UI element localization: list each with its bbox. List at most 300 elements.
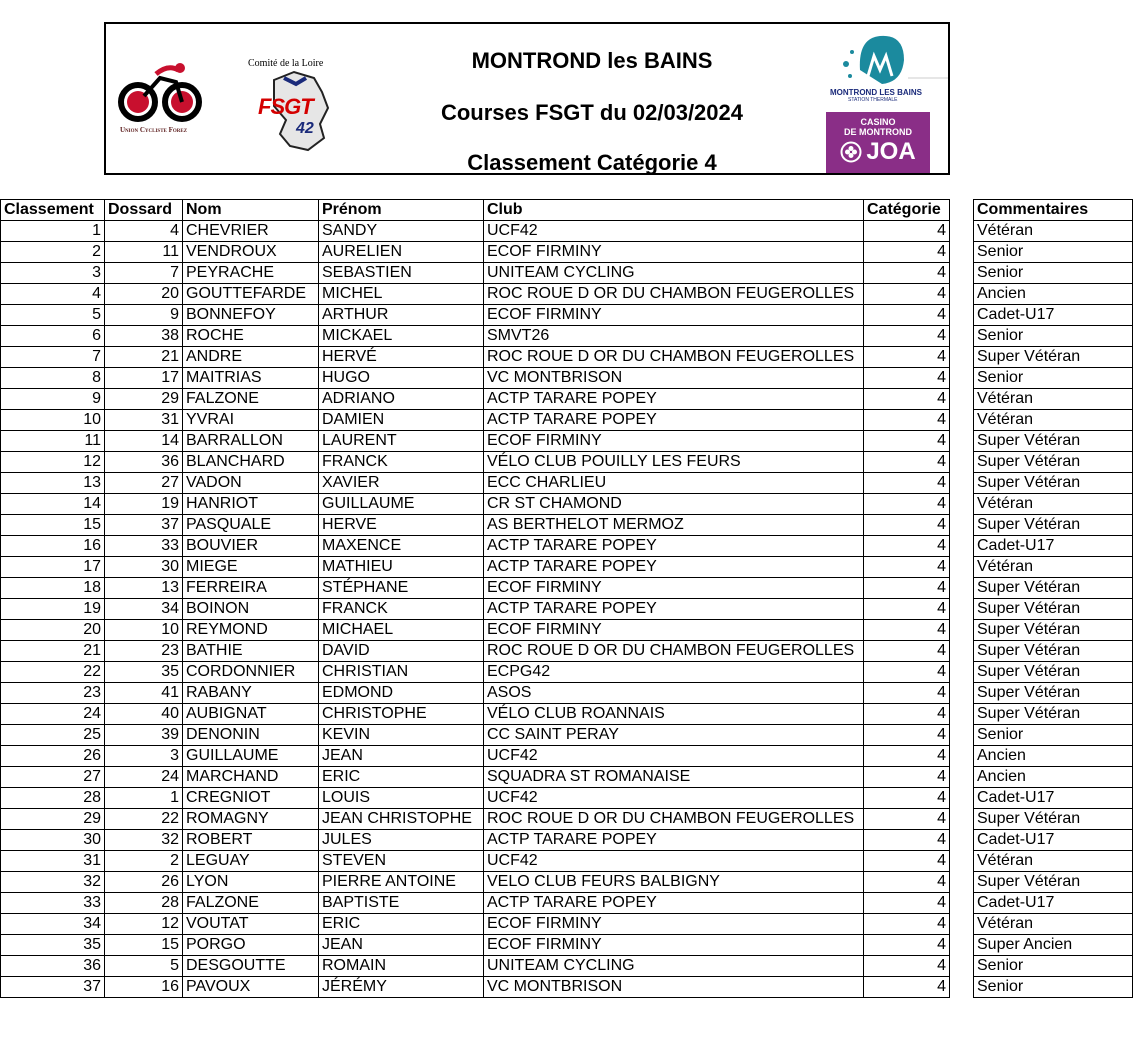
comment-row: [974, 977, 1133, 998]
cell-classement: 6: [1, 326, 105, 347]
comment-row: [974, 221, 1133, 242]
cell-nom: PEYRACHE: [183, 263, 319, 284]
table-row: [1, 662, 950, 683]
cell-dossard: 31: [105, 410, 183, 431]
table-row: [1, 725, 950, 746]
cell-club: UCF42: [484, 788, 864, 809]
cell-club: ACTP TARARE POPEY: [484, 557, 864, 578]
cell-classement: 35: [1, 935, 105, 956]
cell-prenom: FRANCK: [319, 452, 484, 473]
cell-prenom: JÉRÉMY: [319, 977, 484, 998]
cell-commentaire: Super Vétéran: [974, 515, 1133, 536]
montrond-emblem-icon: [828, 30, 948, 90]
cell-dossard: 29: [105, 389, 183, 410]
col-header-dossard: Dossard: [105, 200, 183, 221]
cell-nom: ROBERT: [183, 830, 319, 851]
cell-club: VC MONTBRISON: [484, 977, 864, 998]
cell-prenom: STEVEN: [319, 851, 484, 872]
comments-table: [973, 199, 1133, 998]
cell-dossard: 11: [105, 242, 183, 263]
cell-categorie: 4: [864, 767, 950, 788]
cell-classement: 5: [1, 305, 105, 326]
cell-club: ACTP TARARE POPEY: [484, 389, 864, 410]
table-row: [1, 893, 950, 914]
comment-row: [974, 326, 1133, 347]
cell-classement: 20: [1, 620, 105, 641]
cell-prenom: XAVIER: [319, 473, 484, 494]
cell-club: ECOF FIRMINY: [484, 242, 864, 263]
cell-categorie: 4: [864, 872, 950, 893]
cell-categorie: 4: [864, 704, 950, 725]
table-row: [1, 767, 950, 788]
cell-classement: 9: [1, 389, 105, 410]
category-heading: Classement Catégorie 4: [467, 150, 717, 175]
cell-club: ECPG42: [484, 662, 864, 683]
comment-row: [974, 872, 1133, 893]
fsgt-logo-main: FSGT: [258, 94, 313, 119]
cell-dossard: 15: [105, 935, 183, 956]
cell-club: ECOF FIRMINY: [484, 620, 864, 641]
cell-categorie: 4: [864, 242, 950, 263]
comment-row: [974, 389, 1133, 410]
cell-commentaire: Super Vétéran: [974, 347, 1133, 368]
cell-classement: 2: [1, 242, 105, 263]
comment-row: [974, 914, 1133, 935]
cell-nom: RABANY: [183, 683, 319, 704]
cell-nom: CREGNIOT: [183, 788, 319, 809]
cell-commentaire: Senior: [974, 326, 1133, 347]
cell-prenom: AURELIEN: [319, 242, 484, 263]
cell-categorie: 4: [864, 641, 950, 662]
table-row: [1, 641, 950, 662]
cell-classement: 18: [1, 578, 105, 599]
cell-dossard: 4: [105, 221, 183, 242]
cell-club: ECOF FIRMINY: [484, 935, 864, 956]
comment-row: [974, 683, 1133, 704]
comment-row: [974, 599, 1133, 620]
cell-nom: ANDRE: [183, 347, 319, 368]
comment-row: [974, 725, 1133, 746]
table-row: [1, 746, 950, 767]
cell-club: ECOF FIRMINY: [484, 431, 864, 452]
joa-clover-icon: [840, 141, 862, 163]
cell-categorie: 4: [864, 620, 950, 641]
cell-prenom: ROMAIN: [319, 956, 484, 977]
cell-prenom: MICHAEL: [319, 620, 484, 641]
cell-dossard: 17: [105, 368, 183, 389]
cell-club: CC SAINT PERAY: [484, 725, 864, 746]
cell-categorie: 4: [864, 578, 950, 599]
cell-categorie: 4: [864, 746, 950, 767]
cell-prenom: GUILLAUME: [319, 494, 484, 515]
cell-prenom: HERVE: [319, 515, 484, 536]
cell-dossard: 12: [105, 914, 183, 935]
cell-commentaire: Ancien: [974, 767, 1133, 788]
table-row: [1, 494, 950, 515]
table-row: [1, 851, 950, 872]
cell-nom: MAITRIAS: [183, 368, 319, 389]
cell-commentaire: Vétéran: [974, 851, 1133, 872]
fsgt-logo-number: 42: [296, 120, 314, 137]
cell-nom: BLANCHARD: [183, 452, 319, 473]
cell-prenom: FRANCK: [319, 599, 484, 620]
montrond-logo-text: MONTROND LES BAINS: [830, 88, 922, 97]
cell-classement: 33: [1, 893, 105, 914]
comment-row: [974, 452, 1133, 473]
cell-nom: LYON: [183, 872, 319, 893]
fsgt-logo-committee: Comité de la Loire: [248, 58, 324, 69]
table-row: [1, 914, 950, 935]
cell-club: VELO CLUB FEURS BALBIGNY: [484, 872, 864, 893]
comments-header-row: [974, 200, 1133, 221]
cell-dossard: 39: [105, 725, 183, 746]
table-row: [1, 305, 950, 326]
comment-row: [974, 809, 1133, 830]
cell-categorie: 4: [864, 368, 950, 389]
cell-classement: 1: [1, 221, 105, 242]
table-row: [1, 452, 950, 473]
cell-commentaire: Super Ancien: [974, 935, 1133, 956]
cell-categorie: 4: [864, 725, 950, 746]
ucf-logo: [116, 60, 212, 140]
cell-club: UCF42: [484, 851, 864, 872]
cell-categorie: 4: [864, 557, 950, 578]
comment-row: [974, 956, 1133, 977]
cell-club: ACTP TARARE POPEY: [484, 893, 864, 914]
cell-dossard: 40: [105, 704, 183, 725]
cell-nom: MARCHAND: [183, 767, 319, 788]
cell-nom: BONNEFOY: [183, 305, 319, 326]
cell-nom: FALZONE: [183, 389, 319, 410]
cell-classement: 12: [1, 452, 105, 473]
cell-club: CR ST CHAMOND: [484, 494, 864, 515]
cell-classement: 23: [1, 683, 105, 704]
cell-nom: GUILLAUME: [183, 746, 319, 767]
montrond-logo: [828, 30, 948, 106]
cell-classement: 24: [1, 704, 105, 725]
casino-joa-logo: [826, 112, 930, 173]
cell-prenom: MAXENCE: [319, 536, 484, 557]
cell-classement: 17: [1, 557, 105, 578]
document-header: [104, 22, 950, 175]
cell-commentaire: Senior: [974, 263, 1133, 284]
cell-categorie: 4: [864, 326, 950, 347]
cell-classement: 36: [1, 956, 105, 977]
table-row: [1, 326, 950, 347]
cell-club: ECC CHARLIEU: [484, 473, 864, 494]
table-row: [1, 473, 950, 494]
cell-nom: FALZONE: [183, 893, 319, 914]
cell-categorie: 4: [864, 977, 950, 998]
cell-commentaire: Senior: [974, 368, 1133, 389]
cell-commentaire: Super Vétéran: [974, 662, 1133, 683]
cell-nom: CHEVRIER: [183, 221, 319, 242]
table-row: [1, 956, 950, 977]
cell-classement: 8: [1, 368, 105, 389]
cell-club: VC MONTBRISON: [484, 368, 864, 389]
cell-categorie: 4: [864, 809, 950, 830]
cell-nom: BARRALLON: [183, 431, 319, 452]
race-subtitle: Courses FSGT du 02/03/2024: [440, 100, 744, 125]
cell-dossard: 37: [105, 515, 183, 536]
cell-nom: HANRIOT: [183, 494, 319, 515]
cell-commentaire: Super Vétéran: [974, 578, 1133, 599]
cell-prenom: ERIC: [319, 767, 484, 788]
comment-row: [974, 788, 1133, 809]
col-header-classement: Classement: [1, 200, 105, 221]
cell-prenom: HUGO: [319, 368, 484, 389]
comment-row: [974, 410, 1133, 431]
cell-categorie: 4: [864, 914, 950, 935]
cell-dossard: 33: [105, 536, 183, 557]
casino-logo-line1: CASINO: [860, 117, 896, 127]
montrond-logo-subtext: STATION THERMALE: [848, 97, 898, 103]
comment-row: [974, 851, 1133, 872]
cell-club: VÉLO CLUB ROANNAIS: [484, 704, 864, 725]
cell-categorie: 4: [864, 935, 950, 956]
cell-club: ROC ROUE D OR DU CHAMBON FEUGEROLLES: [484, 347, 864, 368]
cell-prenom: SEBASTIEN: [319, 263, 484, 284]
cell-club: ACTP TARARE POPEY: [484, 536, 864, 557]
cell-commentaire: Super Vétéran: [974, 683, 1133, 704]
cell-dossard: 27: [105, 473, 183, 494]
cell-categorie: 4: [864, 410, 950, 431]
comment-row: [974, 347, 1133, 368]
cell-categorie: 4: [864, 284, 950, 305]
cell-prenom: SANDY: [319, 221, 484, 242]
table-row: [1, 347, 950, 368]
cell-dossard: 5: [105, 956, 183, 977]
cell-categorie: 4: [864, 851, 950, 872]
cell-club: ROC ROUE D OR DU CHAMBON FEUGEROLLES: [484, 809, 864, 830]
cell-commentaire: Ancien: [974, 284, 1133, 305]
cell-commentaire: Senior: [974, 977, 1133, 998]
cell-prenom: JEAN: [319, 746, 484, 767]
cell-categorie: 4: [864, 221, 950, 242]
cell-club: AS BERTHELOT MERMOZ: [484, 515, 864, 536]
cell-commentaire: Super Vétéran: [974, 641, 1133, 662]
comment-row: [974, 284, 1133, 305]
cell-commentaire: Super Vétéran: [974, 620, 1133, 641]
cell-commentaire: Cadet-U17: [974, 788, 1133, 809]
cell-club: UNITEAM CYCLING: [484, 956, 864, 977]
cell-commentaire: Vétéran: [974, 221, 1133, 242]
cell-prenom: DAVID: [319, 641, 484, 662]
table-row: [1, 872, 950, 893]
comment-row: [974, 263, 1133, 284]
cell-dossard: 28: [105, 893, 183, 914]
cell-dossard: 41: [105, 683, 183, 704]
ucf-logo-text: Union Cycliste Forez: [120, 126, 188, 134]
col-header-prenom: Prénom: [319, 200, 484, 221]
col-header-commentaires: Commentaires: [974, 200, 1133, 221]
cell-dossard: 9: [105, 305, 183, 326]
cell-categorie: 4: [864, 263, 950, 284]
cell-dossard: 16: [105, 977, 183, 998]
cell-dossard: 32: [105, 830, 183, 851]
cell-club: ECOF FIRMINY: [484, 305, 864, 326]
cell-prenom: LOUIS: [319, 788, 484, 809]
cell-club: ASOS: [484, 683, 864, 704]
cell-classement: 28: [1, 788, 105, 809]
cell-categorie: 4: [864, 830, 950, 851]
comment-row: [974, 515, 1133, 536]
cell-categorie: 4: [864, 473, 950, 494]
cell-commentaire: Vétéran: [974, 389, 1133, 410]
comment-row: [974, 473, 1133, 494]
comment-row: [974, 620, 1133, 641]
cell-prenom: CHRISTOPHE: [319, 704, 484, 725]
cell-categorie: 4: [864, 599, 950, 620]
comment-row: [974, 830, 1133, 851]
cell-club: ROC ROUE D OR DU CHAMBON FEUGEROLLES: [484, 641, 864, 662]
cell-nom: BOUVIER: [183, 536, 319, 557]
comment-row: [974, 704, 1133, 725]
cell-prenom: ADRIANO: [319, 389, 484, 410]
cell-nom: MIEGE: [183, 557, 319, 578]
cell-nom: VADON: [183, 473, 319, 494]
table-row: [1, 599, 950, 620]
cell-club: ACTP TARARE POPEY: [484, 830, 864, 851]
cell-nom: BATHIE: [183, 641, 319, 662]
comment-row: [974, 767, 1133, 788]
cell-categorie: 4: [864, 788, 950, 809]
cell-commentaire: Vétéran: [974, 410, 1133, 431]
comment-row: [974, 662, 1133, 683]
results-table: [0, 199, 950, 998]
cell-club: ACTP TARARE POPEY: [484, 599, 864, 620]
results-body: [1, 221, 950, 998]
col-header-nom: Nom: [183, 200, 319, 221]
table-row: [1, 515, 950, 536]
cell-commentaire: Vétéran: [974, 914, 1133, 935]
cell-classement: 19: [1, 599, 105, 620]
cell-prenom: EDMOND: [319, 683, 484, 704]
comment-row: [974, 494, 1133, 515]
cell-nom: VENDROUX: [183, 242, 319, 263]
cell-classement: 3: [1, 263, 105, 284]
cell-commentaire: Vétéran: [974, 494, 1133, 515]
cell-nom: PORGO: [183, 935, 319, 956]
table-row: [1, 368, 950, 389]
cell-classement: 30: [1, 830, 105, 851]
table-row: [1, 242, 950, 263]
table-row: [1, 935, 950, 956]
cell-dossard: 3: [105, 746, 183, 767]
cell-commentaire: Super Vétéran: [974, 431, 1133, 452]
cell-classement: 10: [1, 410, 105, 431]
cell-prenom: HERVÉ: [319, 347, 484, 368]
table-row: [1, 536, 950, 557]
comment-row: [974, 557, 1133, 578]
col-header-club: Club: [484, 200, 864, 221]
cell-prenom: MATHIEU: [319, 557, 484, 578]
cell-classement: 26: [1, 746, 105, 767]
cell-nom: REYMOND: [183, 620, 319, 641]
cell-prenom: MICHEL: [319, 284, 484, 305]
cell-prenom: PIERRE ANTOINE: [319, 872, 484, 893]
cell-prenom: DAMIEN: [319, 410, 484, 431]
cell-commentaire: Cadet-U17: [974, 893, 1133, 914]
cell-commentaire: Cadet-U17: [974, 830, 1133, 851]
cell-categorie: 4: [864, 347, 950, 368]
cell-dossard: 35: [105, 662, 183, 683]
cell-commentaire: Super Vétéran: [974, 452, 1133, 473]
cell-categorie: 4: [864, 494, 950, 515]
casino-logo-line2: DE MONTROND: [844, 127, 912, 137]
cell-classement: 15: [1, 515, 105, 536]
cell-club: ECOF FIRMINY: [484, 914, 864, 935]
comment-row: [974, 893, 1133, 914]
cell-prenom: BAPTISTE: [319, 893, 484, 914]
cell-prenom: LAURENT: [319, 431, 484, 452]
cell-categorie: 4: [864, 305, 950, 326]
cell-dossard: 21: [105, 347, 183, 368]
cell-dossard: 13: [105, 578, 183, 599]
cell-categorie: 4: [864, 515, 950, 536]
cell-categorie: 4: [864, 536, 950, 557]
cell-prenom: KEVIN: [319, 725, 484, 746]
cell-categorie: 4: [864, 956, 950, 977]
cell-classement: 22: [1, 662, 105, 683]
table-row: [1, 683, 950, 704]
cell-commentaire: Super Vétéran: [974, 473, 1133, 494]
casino-brand-row: [826, 140, 930, 164]
table-row: [1, 830, 950, 851]
comment-row: [974, 431, 1133, 452]
cell-commentaire: Super Vétéran: [974, 809, 1133, 830]
cell-nom: AUBIGNAT: [183, 704, 319, 725]
table-row: [1, 557, 950, 578]
cell-dossard: 10: [105, 620, 183, 641]
cell-nom: DESGOUTTE: [183, 956, 319, 977]
table-row: [1, 620, 950, 641]
cell-commentaire: Senior: [974, 242, 1133, 263]
cell-club: VÉLO CLUB POUILLY LES FEURS: [484, 452, 864, 473]
cell-classement: 25: [1, 725, 105, 746]
cell-commentaire: Super Vétéran: [974, 872, 1133, 893]
cell-dossard: 26: [105, 872, 183, 893]
comment-row: [974, 536, 1133, 557]
comment-row: [974, 242, 1133, 263]
cell-dossard: 23: [105, 641, 183, 662]
cell-dossard: 24: [105, 767, 183, 788]
cell-nom: GOUTTEFARDE: [183, 284, 319, 305]
cell-commentaire: Super Vétéran: [974, 704, 1133, 725]
cell-prenom: JEAN: [319, 935, 484, 956]
cell-classement: 4: [1, 284, 105, 305]
cell-dossard: 38: [105, 326, 183, 347]
cell-commentaire: Cadet-U17: [974, 305, 1133, 326]
table-row: [1, 389, 950, 410]
cell-commentaire: Vétéran: [974, 557, 1133, 578]
table-row: [1, 578, 950, 599]
table-row: [1, 431, 950, 452]
cell-classement: 11: [1, 431, 105, 452]
cell-classement: 16: [1, 536, 105, 557]
cell-dossard: 34: [105, 599, 183, 620]
table-row: [1, 788, 950, 809]
cell-classement: 29: [1, 809, 105, 830]
cell-club: UCF42: [484, 746, 864, 767]
cell-commentaire: Ancien: [974, 746, 1133, 767]
comment-row: [974, 746, 1133, 767]
cell-categorie: 4: [864, 683, 950, 704]
cell-classement: 37: [1, 977, 105, 998]
cell-dossard: 20: [105, 284, 183, 305]
cell-classement: 7: [1, 347, 105, 368]
cell-prenom: JULES: [319, 830, 484, 851]
